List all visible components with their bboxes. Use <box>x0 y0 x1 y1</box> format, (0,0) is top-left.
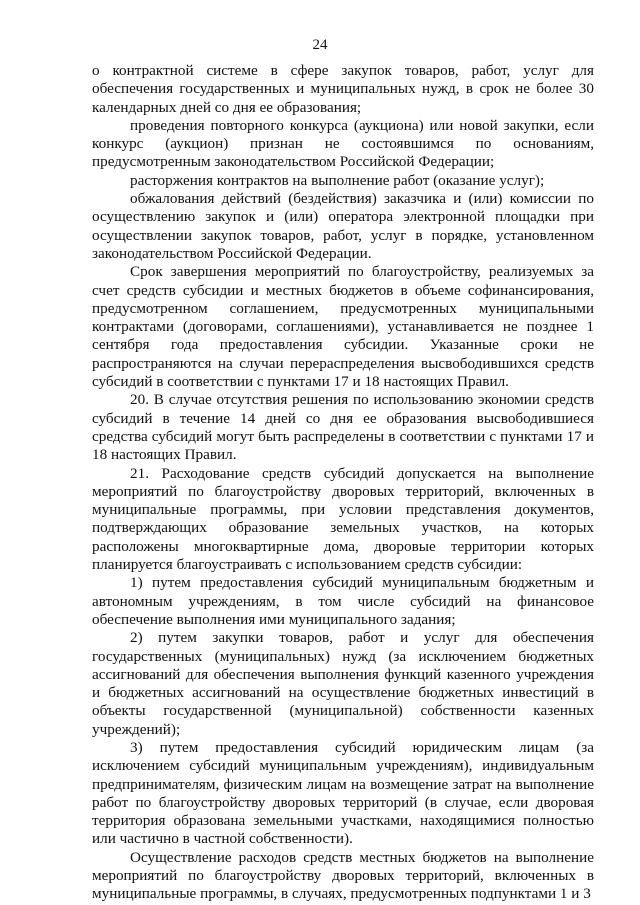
paragraph-completion-deadline: Срок завершения мероприятий по благоустройству, реализуемых за счет средств субсидии и местных бюджетов в объеме софинансирования, предусмотренном соглашением, предусмотренных муниципальными контрактами (договорами, соглашениями), устанавливается не позднее 1 сентября года предоставления субсидии. Указанные сроки не распространяются на случаи перераспределения высвободившихся средств субсидий в соответствии с пунктами 17 и 18 настоящих Правил. <box>92 263 594 391</box>
paragraph-local-budget-expenses: Осуществление расходов средств местных бюджетов на выполнение мероприятий по благоустройству дворовых территорий, включенных в муниципальные программы, в случаях, предусмотренных подпунктами 1 и 3 <box>92 848 594 903</box>
paragraph-subitem-3: 3) путем предоставления субсидий юридическим лицам (за исключением субсидий муниципальным учреждениям), индивидуальным предпринимателям, физическим лицам на возмещение затрат на выполнение работ по благоустройству дворовых территорий (в случае, если дворовая территория образована земельными участками, находящимися полностью или частично в частной собственности). <box>92 738 594 848</box>
document-body <box>92 62 594 904</box>
paragraph-appeal: обжалования действий (бездействия) заказчика и (или) комиссии по осуществлению закупок и (или) оператора электронной площадки при осуществлении закупок товаров, работ, услуг в порядке, установленном законодательством Российской Федерации. <box>92 190 594 262</box>
paragraph-item-21: 21. Расходование средств субсидий допускается на выполнение мероприятий по благоустройству дворовых территорий, включенных в муниципальные программы, при условии представления документов, подтверждающих образование земельных участков, на которых расположены многоквартирные дома, дворовые территории которых планируется благоустраивать с использованием средств субсидии: <box>92 464 594 574</box>
paragraph-contract-termination: расторжения контрактов на выполнение работ (оказание услуг); <box>130 171 545 189</box>
paragraph-subitem-2: 2) путем закупки товаров, работ и услуг для обеспечения государственных (муниципальных) нужд (за исключением бюджетных ассигнований для обеспечения выполнения функций казенного учреждения и бюджетных ассигнований на осуществление бюджетных инвестиций в объекты государственной (муниципальной) собственности казенных учреждений); <box>92 629 594 738</box>
paragraph-subitem-1: 1) путем предоставления субсидий муниципальным бюджетным и автономным учреждениям, в том числе субсидий на финансовое обеспечение выполнения ими муниципального задания; <box>92 574 594 628</box>
page-number: 24 <box>312 37 328 53</box>
paragraph-repeat-tender: проведения повторного конкурса (аукциона) или новой закупки, если конкурс (аукцион) признан не состоявшимся по основаниям, предусмотренным законодательством Российской Федерации; <box>92 116 594 171</box>
paragraph-item-20: 20. В случае отсутствия решения по использованию экономии средств субсидий в течение 14 дней со дня ее образования высвободившиеся средства субсидий могут быть распределены в соответствии с пунктами 17 и 18 настоящих Правил. <box>92 391 594 464</box>
paragraph-contract-system: о контрактной системе в сфере закупок товаров, работ, услуг для обеспечения государственных и муниципальных нужд, в срок не более 30 календарных дней со дня ее образования; <box>92 62 594 116</box>
